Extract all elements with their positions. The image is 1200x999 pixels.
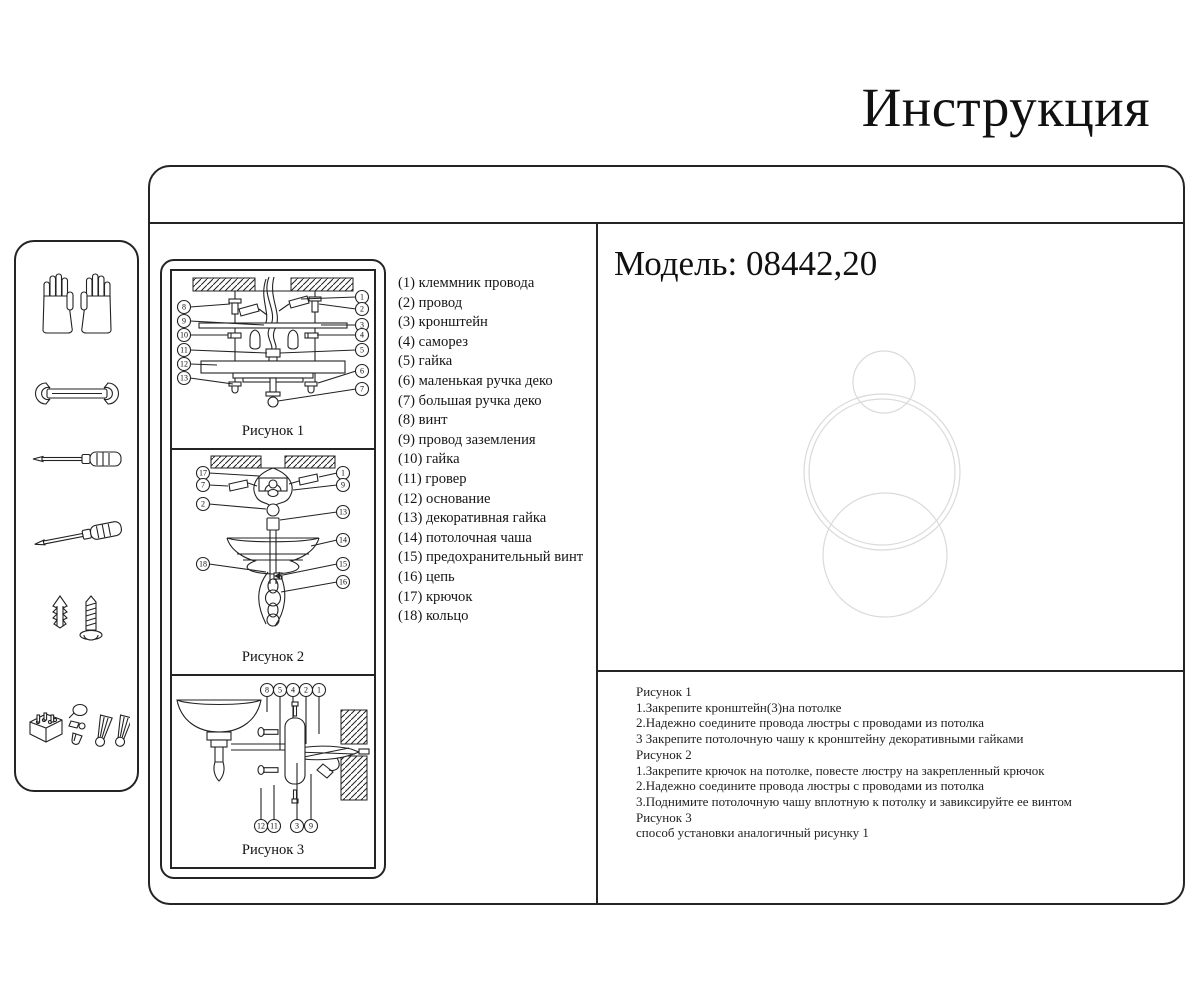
callout-number: 4 <box>360 330 364 340</box>
callout-number: 1 <box>360 292 364 302</box>
part-item: (6) маленькая ручка деко <box>398 372 553 389</box>
page-title: Инструкция <box>861 77 1150 138</box>
part-item: (11) гровер <box>398 470 467 487</box>
callout-number: 11 <box>180 345 188 355</box>
frame-header <box>150 167 1183 224</box>
callout-number: 9 <box>182 316 186 326</box>
instruction-line: способ установки аналогичный рисунку 1 <box>636 825 869 841</box>
callout-number: 5 <box>278 685 282 695</box>
part-item: (9) провод заземления <box>398 431 536 448</box>
callout-number: 2 <box>201 499 205 509</box>
callout-number: 2 <box>360 304 364 314</box>
fasteners-kit-icon <box>16 700 137 756</box>
callout-number: 3 <box>360 320 364 330</box>
callout-number: 3 <box>295 821 299 831</box>
instruction-line: 2.Надежно соедините провода люстры с проводами из потолка <box>636 715 985 731</box>
figure-1-label: Рисунок 1 <box>241 423 305 439</box>
part-item: (10) гайка <box>398 451 460 468</box>
gloves-icon <box>16 272 137 336</box>
callout-number: 6 <box>360 366 364 376</box>
part-item: (1) клеммник провода <box>398 275 535 291</box>
callout-number: 14 <box>339 535 347 545</box>
part-item: (15) предохранительный винт <box>398 549 584 566</box>
callout-number: 13 <box>180 373 188 383</box>
model-title: Модель: 08442,20 <box>614 244 878 283</box>
part-item: (3) кронштейн <box>398 314 488 331</box>
callout-number: 15 <box>339 559 347 569</box>
part-item: (7) большая ручка деко <box>398 392 542 409</box>
callout-number: 12 <box>180 359 188 369</box>
callout-number: 16 <box>339 577 347 587</box>
instruction-line: 2.Надежно соедините провода люстры с проводами из потолка <box>636 778 985 794</box>
part-item: (8) винт <box>398 412 448 429</box>
instruction-line: 1.Закрепите крючок на потолке, повесте люстру на закрепленный крючок <box>636 762 1045 778</box>
callout-number: 5 <box>360 345 364 355</box>
screwdriver-icon <box>16 448 137 470</box>
figure-3-drawing <box>172 678 374 850</box>
callout-number: 9 <box>341 480 345 490</box>
callout-number: 10 <box>180 330 188 340</box>
callout-number: 12 <box>257 821 265 831</box>
callout-number: 1 <box>341 468 345 478</box>
callout-number: 11 <box>270 821 278 831</box>
instruction-line: Рисунок 1 <box>636 684 692 699</box>
figure-3 <box>172 676 374 867</box>
callout-number: 1 <box>317 685 321 695</box>
screwdriver-angled-icon <box>16 510 137 552</box>
wall-anchor-screw-icon <box>16 594 137 646</box>
instruction-line: 1.Закрепите кронштейн(3)на потолке <box>636 699 842 715</box>
diagrams-panel <box>160 259 386 879</box>
left-column <box>150 224 596 903</box>
instructions <box>598 672 1183 841</box>
figure-2-drawing <box>172 452 374 652</box>
figure-1 <box>172 271 374 450</box>
part-item: (12) основание <box>398 490 491 507</box>
part-item: (16) цепь <box>398 568 455 585</box>
model-section <box>598 224 1183 672</box>
figure-1-drawing <box>172 273 374 431</box>
part-item: (18) кольцо <box>398 608 469 625</box>
wrench-icon <box>16 380 137 408</box>
instruction-line: Рисунок 2 <box>636 746 692 762</box>
part-item: (17) крючок <box>398 588 473 605</box>
callout-number: 7 <box>360 384 364 394</box>
right-column <box>596 224 1183 903</box>
callout-number: 17 <box>199 468 207 478</box>
part-item: (2) провод <box>398 294 463 311</box>
content-frame <box>148 165 1185 905</box>
tools-sidebar <box>14 240 139 792</box>
instruction-line: Рисунок 3 <box>636 809 692 825</box>
figure-3-label: Рисунок 3 <box>241 842 305 858</box>
part-item: (14) потолочная чаша <box>398 529 532 546</box>
product-watermark <box>598 224 1187 668</box>
callout-number: 8 <box>265 685 269 695</box>
callout-number: 9 <box>309 821 313 831</box>
part-item: (13) декоративная гайка <box>398 510 547 527</box>
instruction-line: 3.Поднимите потолочную чашу вплотную к потолку и завиксируйте ее винтом <box>636 793 1072 809</box>
parts-list <box>398 274 584 627</box>
callout-number: 13 <box>339 507 347 517</box>
callout-number: 2 <box>304 685 308 695</box>
figure-2 <box>172 450 374 676</box>
part-item: (5) гайка <box>398 353 453 370</box>
callout-number: 8 <box>182 302 186 312</box>
figure-2-label: Рисунок 2 <box>241 649 305 665</box>
callout-number: 7 <box>201 480 205 490</box>
callout-number: 4 <box>291 685 295 695</box>
callout-number: 18 <box>199 559 207 569</box>
instruction-line: 3 Закрепите потолочную чашу к кронштейну декоративными гайками <box>636 731 1024 747</box>
part-item: (4) саморез <box>398 333 469 350</box>
